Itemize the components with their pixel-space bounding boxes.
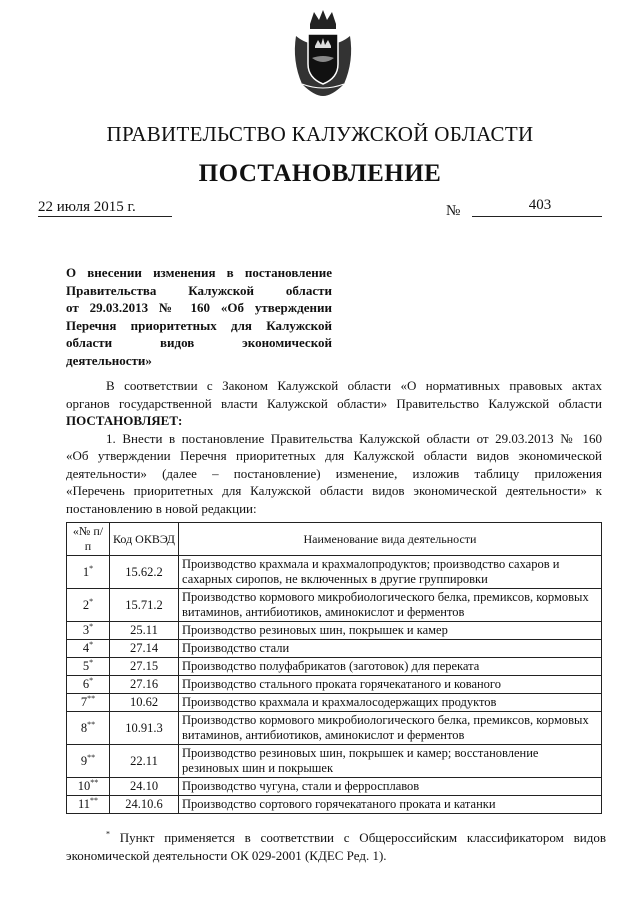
row-footnote-mark: *: [89, 675, 94, 685]
row-activity-name: Производство стали: [179, 640, 602, 658]
subject-line: от 29.03.2013 № 160 «Об утверждении: [66, 300, 332, 315]
row-number-value: 5: [82, 659, 90, 673]
footnote: [66, 829, 606, 864]
footnote-text: Пункт применяется в соответствии с Общероссийским классификатором видов: [119, 830, 606, 845]
table-header-row: [67, 523, 602, 556]
row-number: [67, 778, 110, 796]
table-row: [67, 796, 602, 814]
row-number: [67, 622, 110, 640]
row-code: 27.15: [110, 658, 179, 676]
body-line: постановлению в новой редакции:: [66, 500, 257, 516]
row-activity-name: Производство стального проката горячекатаного и кованого: [179, 676, 602, 694]
table-row: [67, 589, 602, 622]
row-footnote-mark: **: [87, 719, 96, 729]
row-code: 24.10: [110, 778, 179, 796]
header-num: «№ п/п: [67, 523, 110, 556]
row-number-value: 9: [80, 753, 88, 768]
row-activity-name: Производство крахмала и крахмалопродуктов; производство сахаров и сахарных сиропов, не включенных в другие группировки: [179, 556, 602, 589]
table-row: [67, 745, 602, 778]
table-row: [67, 778, 602, 796]
row-number-value: 7: [80, 695, 88, 709]
body-line: «Перечень приоритетных для Калужской области видов экономической деятельности» к: [66, 483, 602, 498]
document-number: 403: [528, 197, 552, 213]
date-underline: [38, 216, 172, 217]
coat-of-arms-emblem: [288, 6, 358, 98]
subject-line: деятельности»: [66, 352, 152, 368]
body-line: органов государственной власти Калужской области» Правительство Калужской области: [66, 395, 602, 411]
document-body: [66, 377, 602, 517]
row-activity-name: Производство сортового горячекатаного проката и катанки: [179, 796, 602, 814]
row-activity-name: Производство резиновых шин, покрышек и камер; восстановление резиновых шин и покрышек: [179, 745, 602, 778]
row-number: [67, 556, 110, 589]
row-activity-name: Производство кормового микробиологического белка, премиксов, кормовых витаминов, антибиотиков, аминокислот и ферментов: [179, 712, 602, 745]
table-row: [67, 676, 602, 694]
row-number-value: 10: [77, 779, 91, 793]
row-number-value: 1: [82, 564, 90, 579]
row-code: 10.62: [110, 694, 179, 712]
row-number: [67, 676, 110, 694]
row-number-value: 2: [82, 597, 90, 612]
row-number-value: 6: [82, 677, 90, 691]
row-activity-name: Производство полуфабрикатов (заготовок) для переката: [179, 658, 602, 676]
footnote-line: [66, 829, 606, 847]
row-code: 27.16: [110, 676, 179, 694]
row-number-value: 8: [80, 720, 88, 735]
activities-table: [66, 522, 602, 814]
row-footnote-mark: **: [90, 777, 99, 787]
table-row: [67, 694, 602, 712]
row-footnote-mark: *: [89, 621, 94, 631]
body-line: 1. Внести в постановление Правительства Калужской области от 29.03.2013 № 160: [106, 430, 602, 446]
row-code: 15.71.2: [110, 589, 179, 622]
row-footnote-mark: **: [90, 795, 99, 805]
document-type: ПОСТАНОВЛЕНИЕ: [198, 160, 442, 187]
table-row: [67, 658, 602, 676]
row-number: [67, 796, 110, 814]
document-subject: [66, 264, 332, 369]
row-number: [67, 694, 110, 712]
row-footnote-mark: *: [89, 563, 94, 573]
table-row: [67, 622, 602, 640]
footnote-line: экономической деятельности ОК 029-2001 (КДЕС Ред. 1).: [66, 847, 387, 863]
row-code: 25.11: [110, 622, 179, 640]
resolves-heading: ПОСТАНОВЛЯЕТ:: [66, 413, 183, 428]
row-footnote-mark: *: [89, 596, 94, 606]
header-code: Код ОКВЭД: [110, 523, 179, 556]
row-number: [67, 589, 110, 622]
table-row: [67, 640, 602, 658]
row-number-value: 4: [82, 641, 90, 655]
header-name: Наименование вида деятельности: [179, 523, 602, 556]
row-code: 24.10.6: [110, 796, 179, 814]
subject-line: Перечня приоритетных для Калужской: [66, 317, 332, 333]
row-activity-name: Производство чугуна, стали и ферросплавов: [179, 778, 602, 796]
row-number: [67, 745, 110, 778]
row-footnote-mark: *: [89, 657, 94, 667]
footnote-mark: *: [106, 829, 110, 839]
table-row: [67, 556, 602, 589]
row-activity-name: Производство крахмала и крахмалосодержащих продуктов: [179, 694, 602, 712]
number-label: №: [446, 203, 461, 219]
row-activity-name: Производство резиновых шин, покрышек и камер: [179, 622, 602, 640]
number-underline: [472, 216, 602, 217]
row-number: [67, 640, 110, 658]
row-number-value: 3: [82, 623, 90, 637]
body-line: деятельности» (далее – постановление) изменение, изложив таблицу приложения: [66, 465, 602, 481]
table-row: [67, 712, 602, 745]
row-number: [67, 712, 110, 745]
row-footnote-mark: *: [89, 639, 94, 649]
subject-line: О внесении изменения в постановление: [66, 265, 332, 280]
row-code: 10.91.3: [110, 712, 179, 745]
document-date: 22 июля 2015 г.: [38, 199, 136, 215]
row-code: 22.11: [110, 745, 179, 778]
row-footnote-mark: **: [87, 752, 96, 762]
subject-line: Правительства Калужской области: [66, 282, 332, 298]
row-code: 15.62.2: [110, 556, 179, 589]
row-activity-name: Производство кормового микробиологического белка, премиксов, кормовых витаминов, антибиотиков, аминокислот и ферментов: [179, 589, 602, 622]
row-number-value: 11: [77, 797, 91, 811]
row-footnote-mark: **: [87, 693, 96, 703]
row-code: 27.14: [110, 640, 179, 658]
organization-title: ПРАВИТЕЛЬСТВО КАЛУЖСКОЙ ОБЛАСТИ: [106, 122, 534, 146]
body-line: В соответствии с Законом Калужской области «О нормативных правовых актах: [106, 378, 602, 393]
body-line: «Об утверждении Перечня приоритетных для Калужской области видов экономической: [66, 448, 602, 463]
subject-line: области видов экономической: [66, 335, 332, 350]
row-number: [67, 658, 110, 676]
table-body: [67, 556, 602, 814]
